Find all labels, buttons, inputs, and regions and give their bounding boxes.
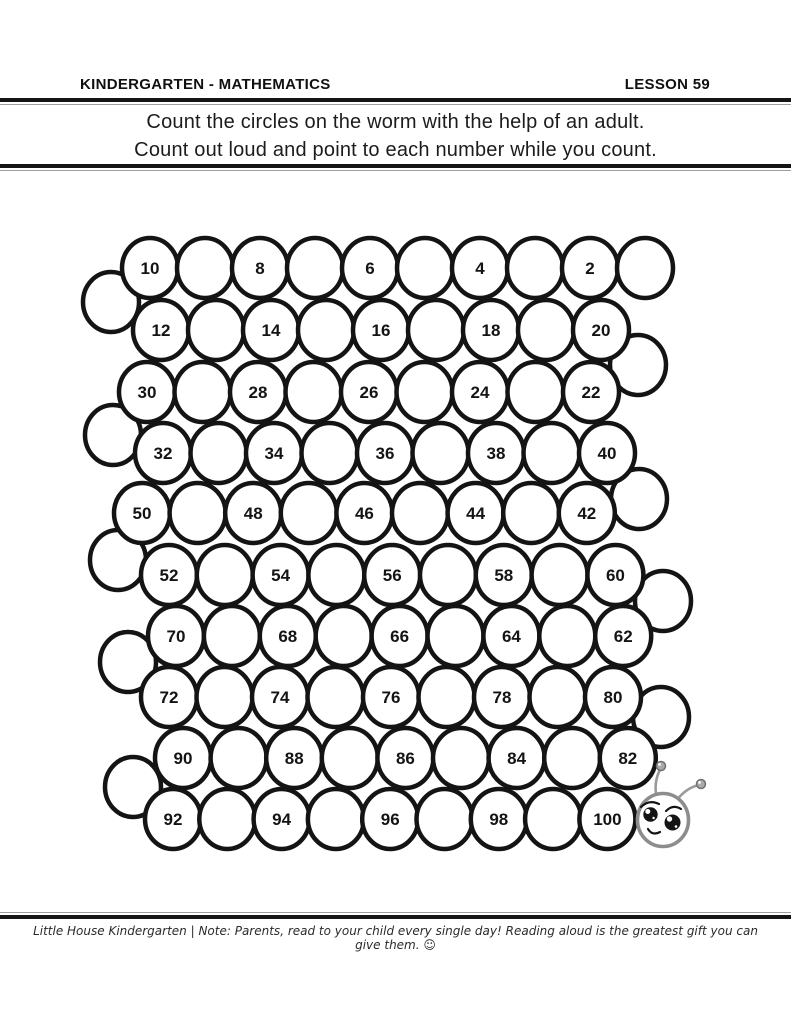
worm-circle [308,789,364,849]
worm-circle-label: 44 [466,504,486,524]
worm-circle [503,483,559,543]
worm-circle [518,300,574,360]
worm-circle-label: 80 [603,688,623,708]
head-circle [638,794,689,847]
worm-circle-label: 76 [381,688,401,708]
worm-circle-label: 96 [380,810,400,830]
worm-circle [420,545,476,605]
worm-circle [170,483,226,543]
worm-circle [188,300,244,360]
antenna-ball-highlight [698,781,701,784]
worm-circle-label: 92 [163,810,183,830]
worm-circle-label: 50 [132,504,152,524]
worm-circle [508,362,564,422]
worm-circle-label: 94 [272,810,292,830]
worm-circle [392,483,448,543]
worm-circle [197,667,253,727]
worm-circle-label: 90 [173,749,193,769]
worm-circle-label: 30 [137,383,157,403]
divider-footer-shadow [0,912,791,913]
left-eye-highlight [645,809,650,814]
worm-circle [525,789,581,849]
worm-circle-label: 98 [489,810,509,830]
worm-circle-label: 72 [159,688,179,708]
worm-circle [544,728,600,788]
worm-circle-label: 88 [284,749,304,769]
worm-circle-label: 74 [270,688,290,708]
worm-circle [617,238,673,298]
worm-circle [191,423,247,483]
worm-circle [433,728,489,788]
worm-circle-label: 20 [591,321,611,341]
antenna-ball-icon [657,762,666,771]
worm-circle-label: 40 [597,444,617,464]
worm-circle-label: 64 [501,627,521,647]
worm-circle-label: 4 [475,259,485,279]
worm-circle [530,667,586,727]
worm-circle-label: 8 [255,259,265,279]
worm-circle-label: 18 [481,321,501,341]
worm-circle-label: 36 [375,444,395,464]
worm-circle [316,606,372,666]
antenna-ball-highlight [658,763,661,766]
worm-circle-label: 12 [151,321,171,341]
worm-circle [428,606,484,666]
worm-circle [281,483,337,543]
worm-circle-label: 38 [486,444,506,464]
worm-circle-label: 46 [354,504,374,524]
worm-circle-label: 60 [605,566,625,586]
worm-circle [175,362,231,422]
worm-circle-label: 16 [371,321,391,341]
worm-circle-label: 28 [248,383,268,403]
worm-circle-label: 70 [166,627,186,647]
worm-circle [199,789,255,849]
worm-circle [322,728,378,788]
lesson-number: LESSON 59 [624,76,710,93]
right-eye-highlight-small [675,825,678,828]
worm-circle-label: 86 [395,749,415,769]
left-eye-highlight-small [652,817,654,819]
worm-circle [539,606,595,666]
worm-circle-label: 100 [593,810,622,830]
footer-note: Little House Kindergarten | Note: Parents, read to your child every single day! Reading aloud is the greatest gift you can give them. ☺ [33,924,758,952]
worm-circle-label: 62 [613,627,633,647]
course-title: KINDERGARTEN - MATHEMATICS [80,76,331,93]
worm-circle [211,728,267,788]
instruction-line-2: Count out loud and point to each number while you count. [134,139,657,161]
worm-circle-label: 32 [153,444,173,464]
worm-circle [408,300,464,360]
worm-circle-label: 82 [618,749,638,769]
worm-circle [397,362,453,422]
instruction-line-1: Count the circles on the worm with the help of an adult. [146,111,645,133]
worm-circle-label: 58 [494,566,514,586]
divider-footer [0,915,791,919]
worm-circle [302,423,358,483]
left-eye-icon [643,807,657,821]
worm-circle [397,238,453,298]
worm-circle [524,423,580,483]
worm-circle [177,238,233,298]
worm-circle-label: 26 [359,383,379,403]
worm-circle [417,789,473,849]
worm-circle-label: 56 [382,566,402,586]
worm-circle-label: 14 [261,321,281,341]
worm-circle [308,667,364,727]
worm-circle-label: 10 [140,259,160,279]
worm-circle [507,238,563,298]
worm-circle-label: 34 [264,444,284,464]
worm-circle-label: 48 [243,504,263,524]
worm-circle [308,545,364,605]
worm-circle-label: 22 [581,383,601,403]
right-eye-highlight [667,816,672,821]
worm-circle [419,667,475,727]
worm-circle [413,423,469,483]
worm-circle-label: 24 [470,383,490,403]
right-eye-icon [665,815,681,831]
worm-circle-label: 84 [507,749,527,769]
worm-circle-label: 2 [585,259,595,279]
worm-circle-label: 68 [278,627,298,647]
worm-circle [204,606,260,666]
worm-circle-label: 42 [577,504,597,524]
worm-circle-label: 78 [492,688,512,708]
worm-circle-label: 52 [159,566,179,586]
worm-circle [287,238,343,298]
worm-circle [286,362,342,422]
worm-circle-label: 66 [390,627,410,647]
worm-circle-label: 54 [271,566,291,586]
worm-circle [532,545,588,605]
worm-circle [298,300,354,360]
worm-circle [197,545,253,605]
antenna-ball-icon [697,780,706,789]
worm-circle-label: 6 [365,259,375,279]
